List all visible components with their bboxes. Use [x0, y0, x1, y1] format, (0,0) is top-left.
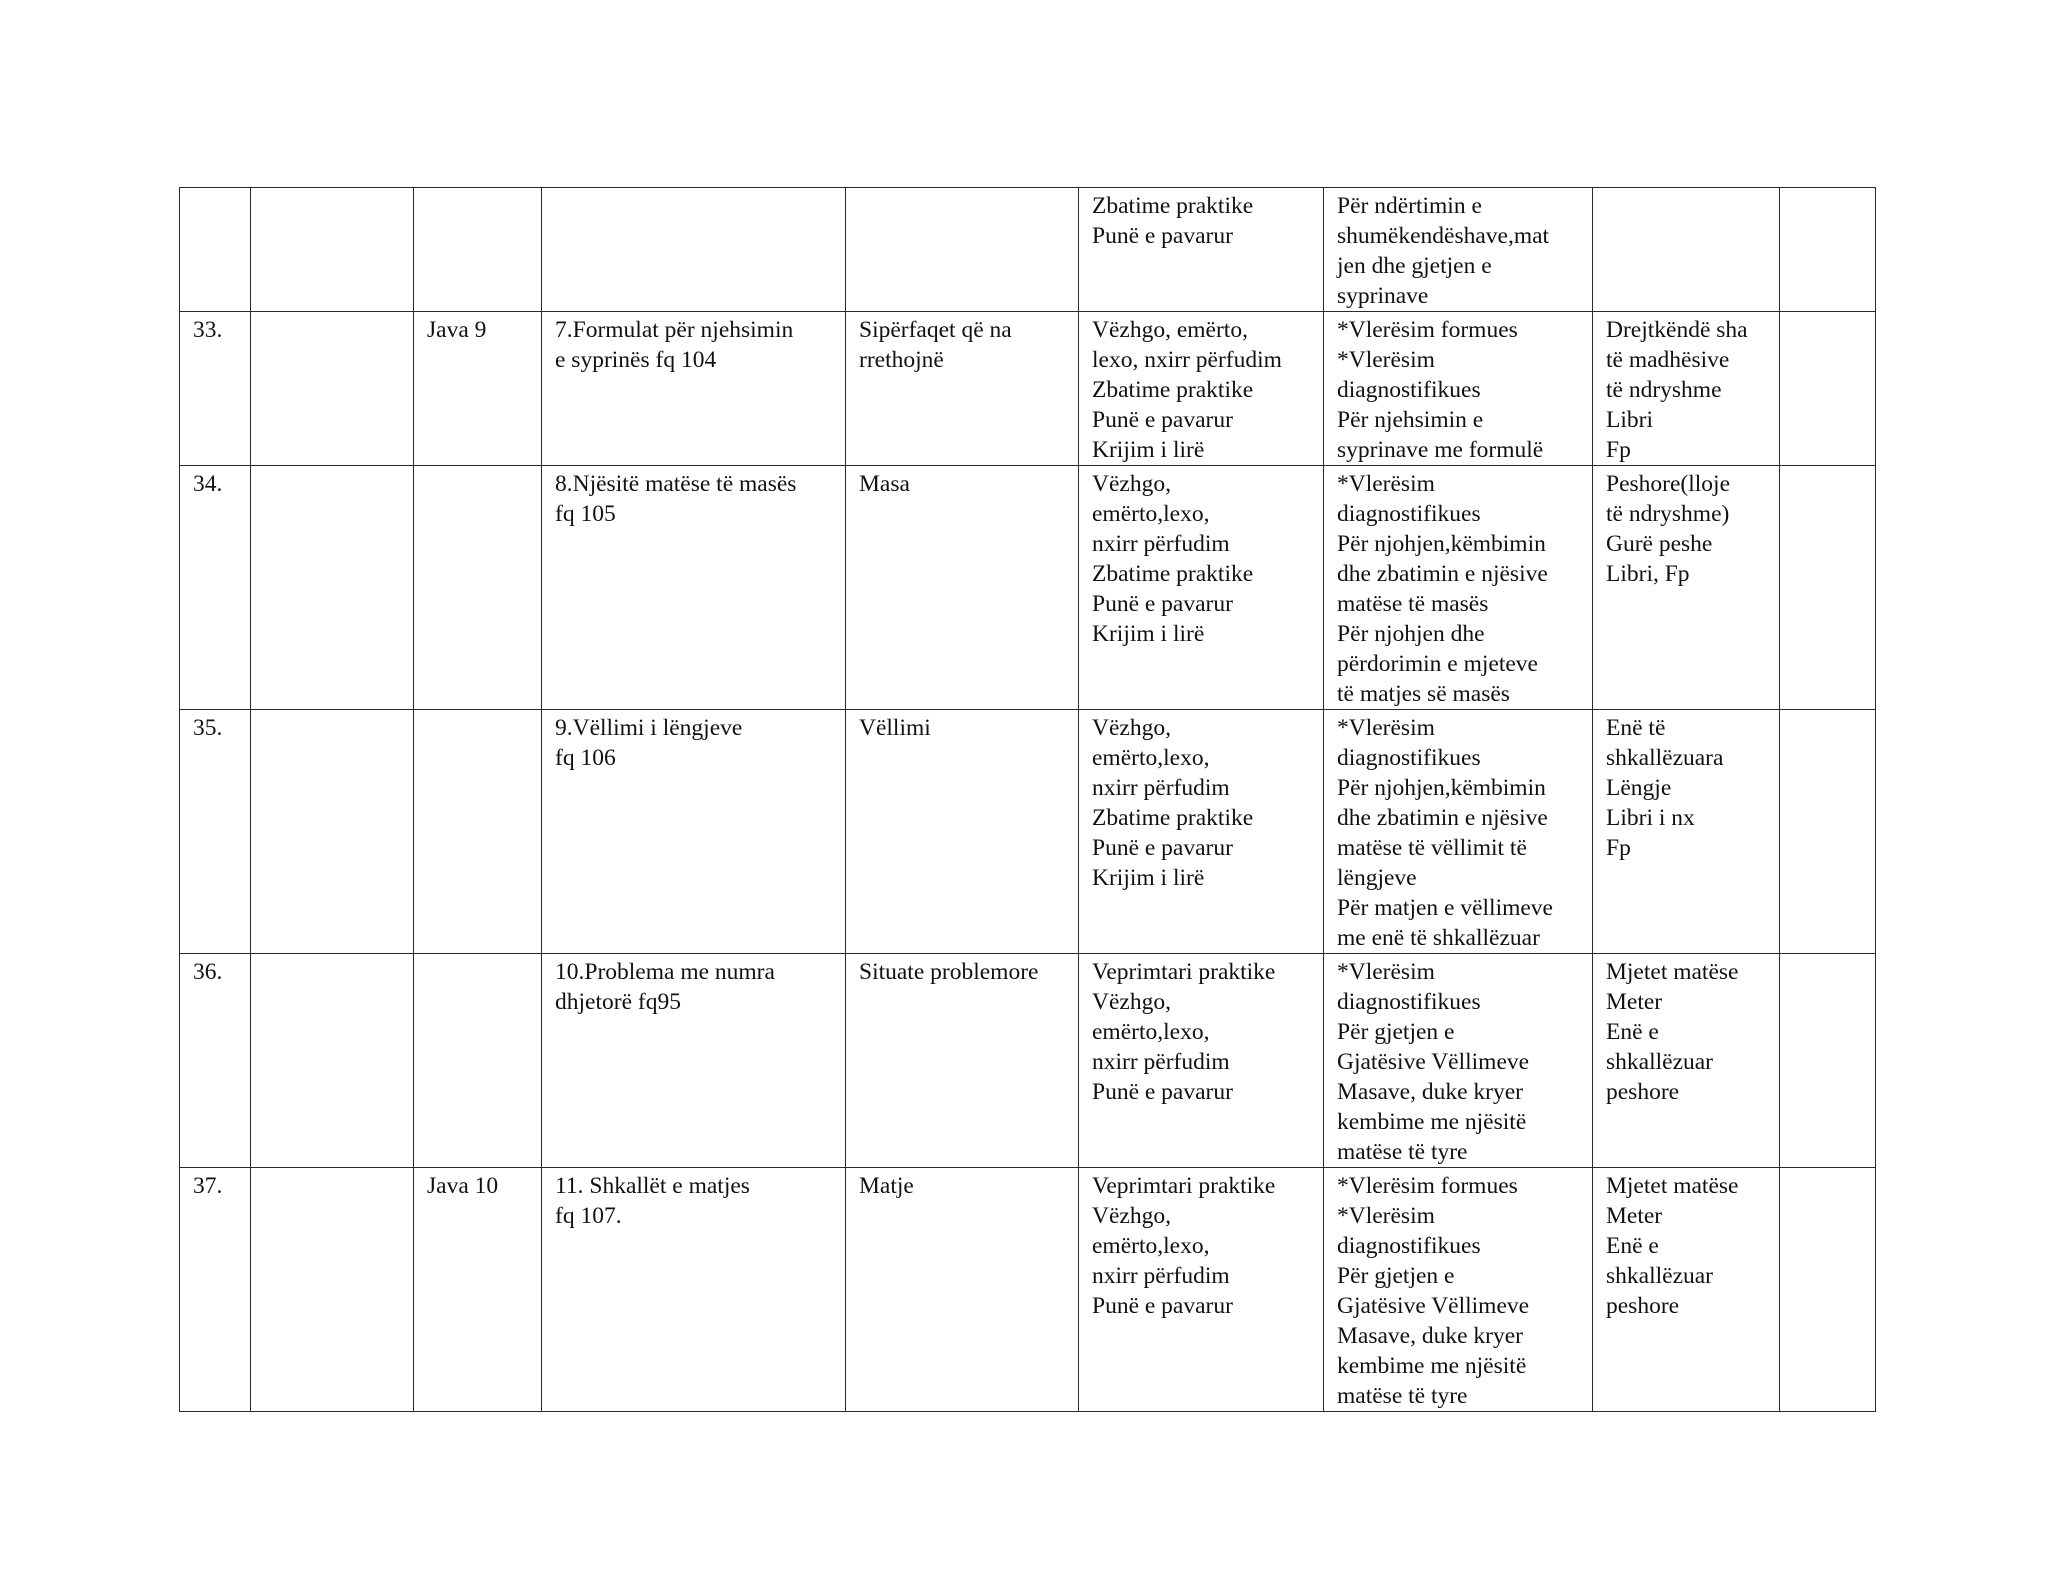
lesson-plan-table	[179, 187, 1876, 1412]
assessment-line: Për njohjen dhe	[1337, 621, 1485, 647]
notes-cell	[1780, 954, 1876, 1168]
methods-line: Zbatime praktike	[1092, 805, 1254, 831]
nr-text: 33.	[193, 317, 223, 343]
situation-line: Sipërfaqet që na	[859, 317, 1012, 343]
assessment-line: dhe zbatimin e njësive	[1337, 805, 1548, 831]
resources-line: Enë e	[1606, 1019, 1659, 1045]
notes-cell	[1780, 312, 1876, 466]
methods-line: Krijim i lirë	[1092, 621, 1205, 647]
situation-line: Vëllimi	[859, 715, 931, 741]
assessment-line: *Vlerësim	[1337, 471, 1435, 497]
methods-cell	[1079, 1168, 1324, 1412]
methods-cell	[1079, 710, 1324, 954]
assessment-line: të matjes së masës	[1337, 681, 1510, 707]
resources-cell	[1593, 954, 1780, 1168]
methods-line: Veprimtari praktike	[1092, 1173, 1276, 1199]
resources-line: Drejtkëndë sha	[1606, 317, 1748, 343]
methods-cell	[1079, 466, 1324, 710]
methods-line: nxirr përfudim	[1092, 775, 1230, 801]
row-number-cell	[180, 188, 251, 312]
topic-line: 10.Problema me numra	[555, 959, 775, 985]
situation-cell	[846, 312, 1079, 466]
resources-line: shkallëzuara	[1606, 745, 1724, 771]
methods-line: Punë e pavarur	[1092, 223, 1233, 249]
methods-line: Zbatime praktike	[1092, 377, 1254, 403]
assessment-line: Për matjen e vëllimeve	[1337, 895, 1553, 921]
methods-line: Veprimtari praktike	[1092, 959, 1276, 985]
assessment-cell	[1324, 954, 1593, 1168]
resources-cell	[1593, 1168, 1780, 1412]
assessment-line: Gjatësive Vëllimeve	[1337, 1049, 1530, 1075]
situation-cell	[846, 466, 1079, 710]
assessment-line: përdorimin e mjeteve	[1337, 651, 1538, 677]
situation-line: rrethojnë	[859, 347, 944, 373]
assessment-line: *Vlerësim	[1337, 715, 1435, 741]
assessment-cell	[1324, 710, 1593, 954]
topic-cell	[542, 188, 846, 312]
assessment-line: Për njohjen,këmbimin	[1337, 531, 1546, 557]
assessment-line: matëse të masës	[1337, 591, 1489, 617]
resources-line: Lëngje	[1606, 775, 1672, 801]
row-number-cell	[180, 710, 251, 954]
week-cell	[414, 710, 542, 954]
assessment-line: lëngjeve	[1337, 865, 1417, 891]
topic-line: 8.Njësitë matëse të masës	[555, 471, 797, 497]
methods-line: Punë e pavarur	[1092, 1079, 1233, 1105]
table-body	[180, 188, 1876, 1412]
resources-line: Fp	[1606, 835, 1631, 861]
methods-line: Krijim i lirë	[1092, 865, 1205, 891]
methods-line: emërto,lexo,	[1092, 501, 1210, 527]
assessment-line: matëse të vëllimit të	[1337, 835, 1527, 861]
methods-line: emërto,lexo,	[1092, 1019, 1210, 1045]
resources-line: Gurë peshe	[1606, 531, 1713, 557]
assessment-line: *Vlerësim formues	[1337, 317, 1518, 343]
topic-line: fq 107.	[555, 1203, 622, 1229]
table-row	[180, 954, 1876, 1168]
table-row	[180, 188, 1876, 312]
methods-cell	[1079, 954, 1324, 1168]
topic-cell	[542, 1168, 846, 1412]
assessment-line: Për gjetjen e	[1337, 1263, 1455, 1289]
assessment-line: Masave, duke kryer	[1337, 1323, 1523, 1349]
situation-line: Situate problemore	[859, 959, 1039, 985]
resources-line: peshore	[1606, 1293, 1680, 1319]
week-text: Java 10	[427, 1173, 499, 1199]
resources-line: Meter	[1606, 989, 1663, 1015]
assessment-line: dhe zbatimin e njësive	[1337, 561, 1548, 587]
table-row	[180, 1168, 1876, 1412]
assessment-line: Për gjetjen e	[1337, 1019, 1455, 1045]
resources-line: të madhësive	[1606, 347, 1730, 373]
resources-cell	[1593, 312, 1780, 466]
methods-line: Punë e pavarur	[1092, 591, 1233, 617]
week-cell	[414, 466, 542, 710]
assessment-line: *Vlerësim	[1337, 1203, 1435, 1229]
resources-line: Libri i nx	[1606, 805, 1695, 831]
empty-cell	[251, 1168, 414, 1412]
methods-line: Punë e pavarur	[1092, 1293, 1233, 1319]
assessment-line: kembime me njësitë	[1337, 1353, 1527, 1379]
table-row	[180, 710, 1876, 954]
week-cell	[414, 188, 542, 312]
resources-line: Meter	[1606, 1203, 1663, 1229]
assessment-line: *Vlerësim	[1337, 347, 1435, 373]
assessment-line: shumëkendëshave,mat	[1337, 223, 1550, 249]
notes-cell	[1780, 1168, 1876, 1412]
topic-line: e syprinës fq 104	[555, 347, 717, 373]
table-row	[180, 312, 1876, 466]
notes-cell	[1780, 466, 1876, 710]
topic-line: 7.Formulat për njehsimin	[555, 317, 794, 343]
methods-line: Zbatime praktike	[1092, 561, 1254, 587]
resources-line: Mjetet matëse	[1606, 1173, 1739, 1199]
methods-cell	[1079, 188, 1324, 312]
resources-cell	[1593, 466, 1780, 710]
assessment-line: diagnostifikues	[1337, 1233, 1481, 1259]
resources-line: shkallëzuar	[1606, 1263, 1714, 1289]
table-row	[180, 466, 1876, 710]
nr-text: 35.	[193, 715, 223, 741]
topic-line: fq 106	[555, 745, 616, 771]
empty-cell	[251, 188, 414, 312]
situation-cell	[846, 188, 1079, 312]
methods-line: lexo, nxirr përfudim	[1092, 347, 1282, 373]
methods-line: nxirr përfudim	[1092, 531, 1230, 557]
methods-line: Vëzhgo,	[1092, 989, 1171, 1015]
methods-line: Vëzhgo,	[1092, 715, 1171, 741]
notes-cell	[1780, 710, 1876, 954]
situation-cell	[846, 1168, 1079, 1412]
resources-line: Libri	[1606, 407, 1653, 433]
resources-line: Mjetet matëse	[1606, 959, 1739, 985]
nr-text: 34.	[193, 471, 223, 497]
methods-line: Vëzhgo,	[1092, 1203, 1171, 1229]
resources-line: Libri, Fp	[1606, 561, 1690, 587]
topic-cell	[542, 312, 846, 466]
topic-cell	[542, 710, 846, 954]
empty-cell	[251, 466, 414, 710]
resources-line: të ndryshme	[1606, 377, 1722, 403]
assessment-line: Për njohjen,këmbimin	[1337, 775, 1546, 801]
empty-cell	[251, 312, 414, 466]
methods-line: emërto,lexo,	[1092, 1233, 1210, 1259]
week-cell	[414, 312, 542, 466]
row-number-cell	[180, 312, 251, 466]
methods-line: Punë e pavarur	[1092, 835, 1233, 861]
resources-line: të ndryshme)	[1606, 501, 1730, 527]
methods-line: Vëzhgo, emërto,	[1092, 317, 1248, 343]
topic-cell	[542, 954, 846, 1168]
nr-text: 36.	[193, 959, 223, 985]
assessment-line: diagnostifikues	[1337, 989, 1481, 1015]
week-text: Java 9	[427, 317, 487, 343]
methods-line: Krijim i lirë	[1092, 437, 1205, 463]
topic-line: dhjetorë fq95	[555, 989, 681, 1015]
methods-line: Punë e pavarur	[1092, 407, 1233, 433]
assessment-cell	[1324, 1168, 1593, 1412]
assessment-line: matëse të tyre	[1337, 1139, 1468, 1165]
resources-line: peshore	[1606, 1079, 1680, 1105]
topic-line: fq 105	[555, 501, 616, 527]
situation-cell	[846, 954, 1079, 1168]
assessment-line: syprinave	[1337, 283, 1429, 309]
assessment-cell	[1324, 188, 1593, 312]
week-cell	[414, 1168, 542, 1412]
methods-line: Vëzhgo,	[1092, 471, 1171, 497]
resources-cell	[1593, 710, 1780, 954]
assessment-line: diagnostifikues	[1337, 745, 1481, 771]
situation-cell	[846, 710, 1079, 954]
resources-line: Fp	[1606, 437, 1631, 463]
assessment-line: matëse të tyre	[1337, 1383, 1468, 1409]
assessment-cell	[1324, 312, 1593, 466]
empty-cell	[251, 710, 414, 954]
assessment-line: me enë të shkallëzuar	[1337, 925, 1540, 951]
topic-line: 11. Shkallët e matjes	[555, 1173, 750, 1199]
row-number-cell	[180, 466, 251, 710]
methods-line: nxirr përfudim	[1092, 1049, 1230, 1075]
topic-line: 9.Vëllimi i lëngjeve	[555, 715, 743, 741]
assessment-line: *Vlerësim formues	[1337, 1173, 1518, 1199]
assessment-line: diagnostifikues	[1337, 377, 1481, 403]
resources-line: Peshore(lloje	[1606, 471, 1730, 497]
resources-line: Enë e	[1606, 1233, 1659, 1259]
assessment-line: diagnostifikues	[1337, 501, 1481, 527]
assessment-line: syprinave me formulë	[1337, 437, 1544, 463]
methods-line: emërto,lexo,	[1092, 745, 1210, 771]
assessment-cell	[1324, 466, 1593, 710]
resources-cell	[1593, 188, 1780, 312]
situation-line: Masa	[859, 471, 910, 497]
methods-line: Zbatime praktike	[1092, 193, 1254, 219]
week-cell	[414, 954, 542, 1168]
topic-cell	[542, 466, 846, 710]
assessment-line: Masave, duke kryer	[1337, 1079, 1523, 1105]
empty-cell	[251, 954, 414, 1168]
situation-line: Matje	[859, 1173, 914, 1199]
methods-line: nxirr përfudim	[1092, 1263, 1230, 1289]
row-number-cell	[180, 954, 251, 1168]
assessment-line: kembime me njësitë	[1337, 1109, 1527, 1135]
resources-line: shkallëzuar	[1606, 1049, 1714, 1075]
assessment-line: *Vlerësim	[1337, 959, 1435, 985]
methods-cell	[1079, 312, 1324, 466]
resources-line: Enë të	[1606, 715, 1666, 741]
assessment-line: Për ndërtimin e	[1337, 193, 1482, 219]
assessment-line: jen dhe gjetjen e	[1337, 253, 1492, 279]
assessment-line: Për njehsimin e	[1337, 407, 1484, 433]
row-number-cell	[180, 1168, 251, 1412]
nr-text: 37.	[193, 1173, 223, 1199]
assessment-line: Gjatësive Vëllimeve	[1337, 1293, 1530, 1319]
notes-cell	[1780, 188, 1876, 312]
